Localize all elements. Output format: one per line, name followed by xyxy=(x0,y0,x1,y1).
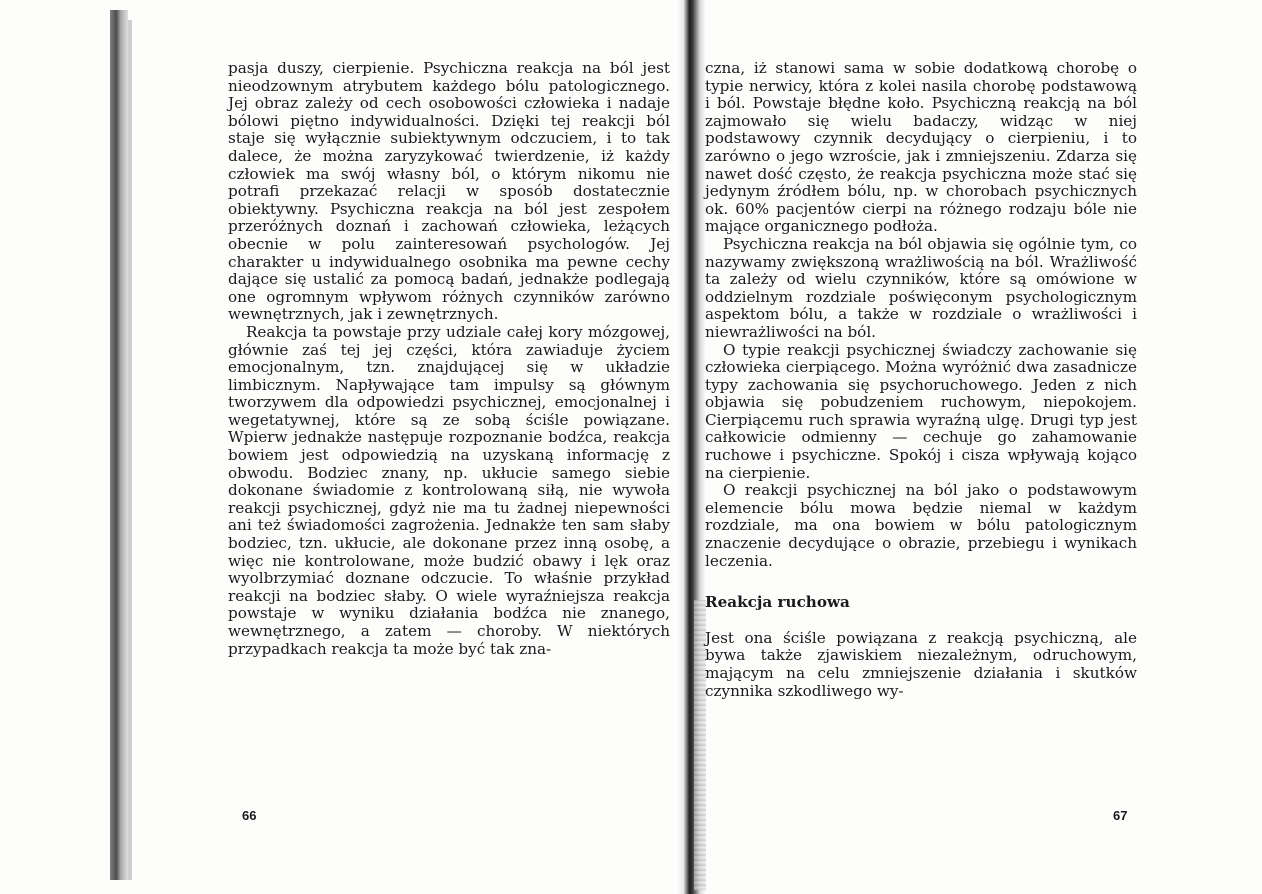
scan-edge-shadow xyxy=(128,20,132,880)
section-heading: Reakcja ruchowa xyxy=(705,593,850,612)
page-number-right: 67 xyxy=(1113,808,1128,823)
right-paragraph-after-heading: Jest ona ściśle powiązana z reakcją psychiczną, ale bywa także zjawiskiem niezależnym, odruchowym, mającym na celu zmniejszenie działania i skutków czynnika szkodliwego wy- xyxy=(705,628,1137,700)
right-paragraph-2: Psychiczna reakcja na ból objawia się ogólnie tym, co nazywamy zwiększoną wrażliwością na ból. Wrażliwość ta zależy od wielu czynników, które są omówione w oddzielnym rozdziale poświęconym psychologicznym aspektom bólu, a także w rozdziale o wrażliwości i niewrażliwości na ból. xyxy=(705,234,1137,341)
left-paragraph-1: pasja duszy, cierpienie. Psychiczna reakcja na ból jest nieodzownym atrybutem każdego bólu patologicznego. Jej obraz zależy od cech osobowości człowieka i nadaje bólowi piętno indywidualności. Dzięki tej reakcji ból staje się wyłącznie subiektywnym odczuciem, i to tak dalece, że można zaryzykować twierdzenie, iż każdy człowiek ma swój własny ból, o którym nikomu nie potrafi przekazać relacji w sposób dostatecznie obiektywny. Psychiczna reakcja na ból jest zespołem przeróżnych doznań i zachowań człowieka, leżących obecnie w polu zainteresowań psychologów. Jej charakter u indywidualnego osobnika ma pewne cechy dające się ustalić za pomocą badań, jednakże podlegają one ogromnym wpływom różnych czynników zarówno wewnętrznych, jak i zewnętrznych. xyxy=(228,59,670,324)
right-page xyxy=(705,60,1137,700)
left-page xyxy=(228,60,670,658)
right-paragraph-1: czna, iż stanowi sama w sobie dodatkową chorobę o typie nerwicy, która z kolei nasila chorobę podstawową i ból. Powstaje błędne koło. Psychiczną reakcją na ból zajmowało się wielu badaczy, widząc w niej podstawowy czynnik decydujący o cierpieniu, i to zarówno o jego wzroście, jak i zmniejszeniu. Zdarza się nawet dość często, że reakcja psychiczna może stać się jedynym źródłem bólu, np. w chorobach psychicznych ok. 60% pacjentów cierpi na różnego rodzaju bóle nie mające organicznego podłoża. xyxy=(705,59,1137,236)
right-paragraph-4: O reakcji psychicznej na ból jako o podstawowym elemencie bólu mowa będzie niemal w każdym rozdziale, ma ona bowiem w bólu patologicznym znaczenie decydujące o obrazie, przebiegu i wynikach leczenia. xyxy=(705,481,1137,570)
scan-edge-left xyxy=(110,10,128,880)
right-paragraph-3: O typie reakcji psychicznej świadczy zachowanie się człowieka cierpiącego. Można wyróżnić dwa zasadnicze typy zachowania się psychoruchowego. Jeden z nich objawia się pobudzeniem ruchowym, niepokojem. Cierpiącemu ruch sprawia wyraźną ulgę. Drugi typ jest całkowicie odmienny — cechuje go zahamowanie ruchowe i psychiczne. Spokój i cisza wpływają kojąco na cierpienie. xyxy=(705,340,1137,482)
left-paragraph-2: Reakcja ta powstaje przy udziale całej kory mózgowej, głównie zaś tej jej części, która zawiaduje życiem emocjonalnym, tzn. znajdującej się w układzie limbicznym. Napływające tam impulsy są głównym tworzywem dla odpowiedzi psychicznej, emocjonalnej i wegetatywnej, które są ze sobą ściśle powiązane. Wpierw jednakże następuje rozpoznanie bodźca, reakcja bowiem jest odpowiedzią na uzyskaną informację z obwodu. Bodziec znany, np. ukłucie samego siebie dokonane świadomie z kontrolowaną siłą, nie wywoła reakcji psychicznej, gdyż nie ma tu żadnej niepewności ani też świadomości zagrożenia. Jednakże ten sam słaby bodziec, tzn. ukłucie, ale dokonane przez inną osobę, a więc nie kontrolowane, może budzić obawy i lęk oraz wyolbrzymiać doznane odczucie. To właśnie przykład reakcji na bodziec słaby. O wiele wyraźniejsza reakcja powstaje w wyniku działania bodźca nie znanego, wewnętrznego, a zatem — choroby. W niektórych przypadkach reakcja ta może być tak zna- xyxy=(228,322,670,658)
page-number-left: 66 xyxy=(242,808,257,823)
